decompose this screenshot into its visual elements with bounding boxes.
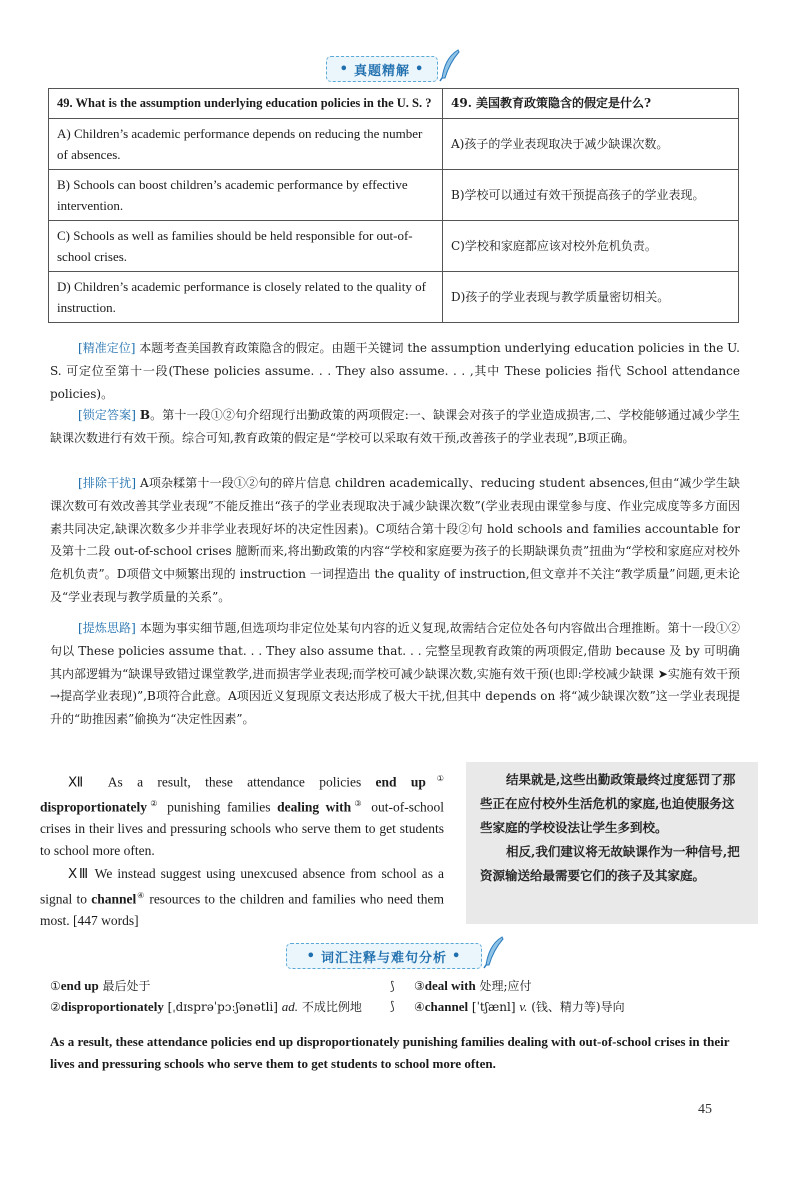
option-zh: B)学校可以通过有效干预提高孩子的学业表现。 xyxy=(443,170,739,221)
answer-letter: B xyxy=(139,408,151,422)
vocab-item xyxy=(50,997,362,1017)
vocab-term: end up xyxy=(375,774,426,790)
passage-text: resources to the children and families who need them most. [447 words] xyxy=(40,891,445,928)
analysis-text: 本题为事实细节题,但选项均非定位处某句内容的近义复现,故需结合定位处各句内容做出合理推断。第十一段①②句以 These policies assume that. . . They also assume that. . . 完整呈现教育政策的两项假定,借助 because 及 by 可明确其内部逻辑为“缺课导致错过课堂教学,进而损害学业表现;而学校可减少缺课次数,实施有效干预(也即:学校减少缺课 ➤实施有效干预→提高学业表现)”,B项符合此意。A项因近义复现原文表达形成了极大干扰,但其中 depends on 将“减少缺课次数”这一学业表现提升的“助推因素”偷换为“决定性因素”。 xyxy=(50,621,740,727)
passage-text: As a result, these attendance policies xyxy=(107,774,376,790)
analysis-tag: [提炼思路] xyxy=(78,621,136,635)
analysis-locate xyxy=(50,337,740,405)
vocab-number: ① xyxy=(50,979,61,993)
dot-icon: • xyxy=(415,61,425,77)
analysis-text: 本题考查美国教育政策隐含的假定。由题干关键词 the assumption underlying education policies in the U. S. 可定位至第十一段(These policies assume. . . They also assume. . . ,其中 These policies 指代 School attendance policies)。 xyxy=(50,341,740,401)
footnote-marker: ④ xyxy=(136,890,146,900)
passage-paragraph-13 xyxy=(40,863,444,931)
vocab-phonetic: [ˌdɪsprəˈpɔːʃənətli] xyxy=(163,1000,282,1014)
question-zh: 49. 美国教育政策隐含的假定是什么? xyxy=(443,89,739,119)
analysis-text: A项杂糅第十一段①②句的碎片信息 children academically、reducing student absences,但由“减少学生缺课次数可有效改善其学业表现”不能反推出“孩子的学业表现取决于减少缺课次数”(学业表现由课堂参与度、作业完成度等多方面因素共同决定,缺课次数多少并非学业表现好坏的决定性因素)。C项结合第十段②句 hold schools and families accountable for 及第十二段 out-of-school crises 臆断而来,将出勤政策的内容“学校和家庭要为孩子的长期缺课负责”扭曲为“学校和家庭应对校外危机负责”。D项借文中频繁出现的 instruction 一词捏造出 the quality of instruction,但文章并不关注“教学质量”问题,更未论及“学业表现与教学质量的关系”。 xyxy=(50,476,740,604)
passage-paragraph-12 xyxy=(40,768,444,861)
footnote-marker: ③ xyxy=(351,799,365,808)
option-zh: C)学校和家庭都应该对校外危机负责。 xyxy=(443,221,739,272)
vocab-term: disproportionately xyxy=(40,799,148,815)
vocab-term: channel xyxy=(91,891,137,906)
option-zh: A)孩子的学业表现取决于减少缺课次数。 xyxy=(443,119,739,170)
paragraph-number: Ⅻ xyxy=(68,774,95,790)
vocab-meaning: (钱、精力等)导向 xyxy=(527,1000,625,1014)
option-en: C) Schools as well as families should be held responsible for out-of-school crises. xyxy=(49,221,443,272)
vocab-meaning: 最后处于 xyxy=(98,979,151,993)
vocab-item xyxy=(414,976,532,996)
vocab-word: end up xyxy=(60,978,99,993)
table-header-row xyxy=(49,89,739,119)
page-number: 45 xyxy=(698,1102,712,1117)
dot-icon: • xyxy=(339,61,349,77)
vocab-pos: ad. xyxy=(281,999,298,1014)
option-en: B) Schools can boost children’s academic performance by effective intervention. xyxy=(49,170,443,221)
divider-marks: ⟆ ⟆ xyxy=(390,979,395,1013)
vocab-word: deal with xyxy=(424,978,476,993)
option-en: A) Children’s academic performance depends on reducing the number of absences. xyxy=(49,119,443,170)
feather-pen-icon xyxy=(438,48,462,82)
paragraph-number: ⅩⅢ xyxy=(68,866,90,881)
vocab-item xyxy=(50,976,151,996)
section-banner xyxy=(326,56,438,82)
table-row xyxy=(49,170,739,221)
translation-paragraph: 相反,我们建议将无故缺课作为一种信号,把资源输送给最需要它们的孩子及其家庭。 xyxy=(480,844,740,883)
analysis-tag: [排除干扰] xyxy=(78,476,137,490)
long-sentence: As a result, these attendance policies end up disproportionately punishing families dealing with out-of-school crises in their lives and pressuring schools who serve them to get students to school more often. xyxy=(50,1034,730,1071)
vocab-item xyxy=(414,997,625,1017)
vocab-number: ③ xyxy=(414,979,425,993)
analysis-answer xyxy=(50,404,740,450)
vocab-meaning: 不成比例地 xyxy=(298,1000,362,1014)
analysis-text: 。第十一段①②句介绍现行出勤政策的两项假定:一、缺课会对孩子的学业造成损害,二、学校能够通过减少学生缺课次数进行有效干预。综合可知,教育政策的假定是“学校可以采取有效干预,改善孩子的学业表现”,B项正确。 xyxy=(50,408,740,445)
question-table xyxy=(48,88,739,323)
vocab-banner xyxy=(286,943,482,969)
dot-icon: • xyxy=(306,948,316,964)
analysis-eliminate xyxy=(50,472,740,609)
vocab-banner-title: 词汇注释与难句分析 xyxy=(320,950,447,966)
passage xyxy=(40,768,444,931)
passage-text: out-of-school crises in their lives and pressuring schools who serve them to get students to school more often. xyxy=(40,799,445,858)
vocab-meaning: 处理;应付 xyxy=(475,979,532,993)
translation-box xyxy=(466,762,758,924)
vocab-number: ④ xyxy=(414,1000,425,1014)
vocab-term: dealing with xyxy=(277,799,352,815)
section-banner-title: 真题精解 xyxy=(353,63,410,79)
option-en: D) Children’s academic performance is closely related to the quality of instruction. xyxy=(49,272,443,323)
analysis-tag: [锁定答案] xyxy=(78,408,136,422)
vocab-phonetic: [ˈtʃænl] xyxy=(468,1000,520,1014)
vocab-number: ② xyxy=(50,1000,61,1014)
footnote-marker: ② xyxy=(147,799,161,808)
passage-text: We instead suggest using unexcused absence from school as a signal to xyxy=(40,866,445,906)
vocab-word: channel xyxy=(424,999,469,1014)
vocab-pos: v. xyxy=(519,999,528,1014)
translation-paragraph: 结果就是,这些出勤政策最终过度惩罚了那些正在应付校外生活危机的家庭,也迫使服务这些家庭的学校设法让学生多到校。 xyxy=(480,772,736,835)
feather-pen-icon xyxy=(482,935,506,969)
analysis-approach xyxy=(50,617,740,731)
table-row xyxy=(49,221,739,272)
question-en: 49. What is the assumption underlying education policies in the U. S. ? xyxy=(49,89,443,119)
option-zh: D)孩子的学业表现与教学质量密切相关。 xyxy=(443,272,739,323)
dot-icon: • xyxy=(452,948,462,964)
table-row xyxy=(49,119,739,170)
table-row xyxy=(49,272,739,323)
vocab-word: disproportionately xyxy=(60,999,164,1014)
passage-text: punishing families xyxy=(160,799,278,815)
analysis-tag: [精准定位] xyxy=(78,341,136,355)
footnote-marker: ① xyxy=(425,774,444,783)
